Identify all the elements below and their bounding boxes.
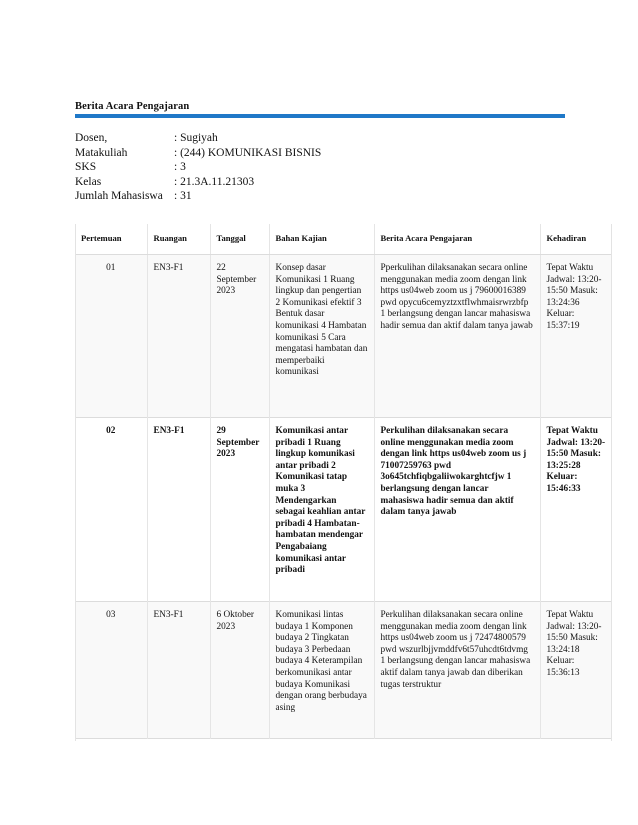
info-label: Jumlah Mahasiswa (75, 190, 163, 203)
cell-ruangan: EN3-F1 (147, 418, 210, 602)
column-header: Bahan Kajian (269, 224, 374, 255)
info-row-dosen (75, 131, 321, 146)
cell-pertemuan: 03 (75, 602, 147, 739)
cell-tanggal: 22 September 2023 (210, 255, 269, 418)
info-label: SKS (75, 161, 97, 174)
cell-bahan-kajian: Komunikasi lintas budaya 1 Komponen budaya 2 Tingkatan budaya 3 Perbedaan budaya 4 Keterampilan berkomunikasi antar budaya Komunikasi dengan orang berbudaya asing (269, 602, 374, 739)
cell-berita-acara: Pperkulihan dilaksanakan secara online menggunakan media zoom dengan link https us04web zoom us j 79600016389 pwd opycu6cemyztzxtflwhmaisrwrzbfp 1 berlangsung dengan lancar mahasiswa hadir semua dan aktif dalam tanya jawab (374, 255, 540, 418)
title-underline (75, 114, 565, 118)
info-value: : 31 (174, 190, 192, 203)
course-info (75, 131, 321, 204)
cell-pertemuan: 02 (75, 418, 147, 602)
table-row (75, 602, 612, 739)
cell-bahan-kajian: Komunikasi antar pribadi 1 Ruang lingkup komunikasi antar pribadi 2 Komunikasi tatap muka 3 Mendengarkan sebagai keahlian antar pribadi 4 Hambatan-hambatan mendengar Pengabaiang komunikasi antar pribadi (269, 418, 374, 602)
info-label: Dosen, (75, 132, 108, 144)
table-header-row (75, 224, 612, 255)
info-value: : 21.3A.11.21303 (174, 175, 255, 188)
column-header: Pertemuan (75, 224, 147, 255)
cell-pertemuan: 01 (75, 255, 147, 418)
cell-kehadiran: Tepat Waktu Jadwal: 13:20-15:50 Masuk: 13:24:18 Keluar: 15:36:13 (540, 602, 612, 739)
cell-berita-acara: Perkulihan dilaksanakan secara online menggunakan media zoom dengan link https us04web zoom us j 72474800579 pwd wszurlbjjvmddfv6t57uhcdt6tdvmg 1 berlangsung dengan lancar mahasiswa aktif dalam tanya jawab dan diberikan tugas terstruktur (374, 602, 540, 739)
column-header: Tanggal (210, 224, 269, 255)
column-header: Kehadiran (540, 224, 612, 255)
cell-kehadiran: Tepat Waktu Jadwal: 13:20-15:50 Masuk: 13:24:36 Keluar: 15:37:19 (540, 255, 612, 418)
info-label: Kelas (75, 175, 102, 188)
info-label: Matakuliah (75, 146, 128, 159)
info-value: : (244) KOMUNIKASI BISNIS (174, 146, 322, 159)
attendance-table (75, 224, 612, 739)
cell-ruangan: EN3-F1 (147, 255, 210, 418)
table-row (75, 255, 612, 418)
info-row-matakuliah (75, 146, 321, 161)
column-header: Berita Acara Pengajaran (374, 224, 540, 255)
info-row-jumlah-mahasiswa (75, 189, 321, 204)
info-value: : 3 (174, 161, 186, 174)
cell-berita-acara: Perkulihan dilaksanakan secara online menggunakan media zoom dengan link https us04web zoom us j 71007259763 pwd 3o645tchfiqbgaliiwokarghtcfjw 1 berlangsung dengan lancar mahasiswa hadir semua dan aktif dalam tanya jawab (374, 418, 540, 602)
info-value: : Sugiyah (174, 132, 218, 144)
info-row-sks (75, 160, 321, 175)
cell-bahan-kajian: Konsep dasar Komunikasi 1 Ruang lingkup dan pengertian 2 Komunikasi efektif 3 Bentuk dasar komunikasi 4 Hambatan komunikasi 5 Cara mengatasi hambatan dan memperbaiki komunikasi (269, 255, 374, 418)
cell-ruangan: EN3-F1 (147, 602, 210, 739)
cell-kehadiran: Tepat Waktu Jadwal: 13:20-15:50 Masuk: 13:25:28 Keluar: 15:46:33 (540, 418, 612, 602)
info-row-kelas (75, 175, 321, 190)
cell-tanggal: 29 September 2023 (210, 418, 269, 602)
column-header: Ruangan (147, 224, 210, 255)
table-row (75, 418, 612, 602)
cell-tanggal: 6 Oktober 2023 (210, 602, 269, 739)
document-title: Berita Acara Pengajaran (75, 101, 190, 112)
